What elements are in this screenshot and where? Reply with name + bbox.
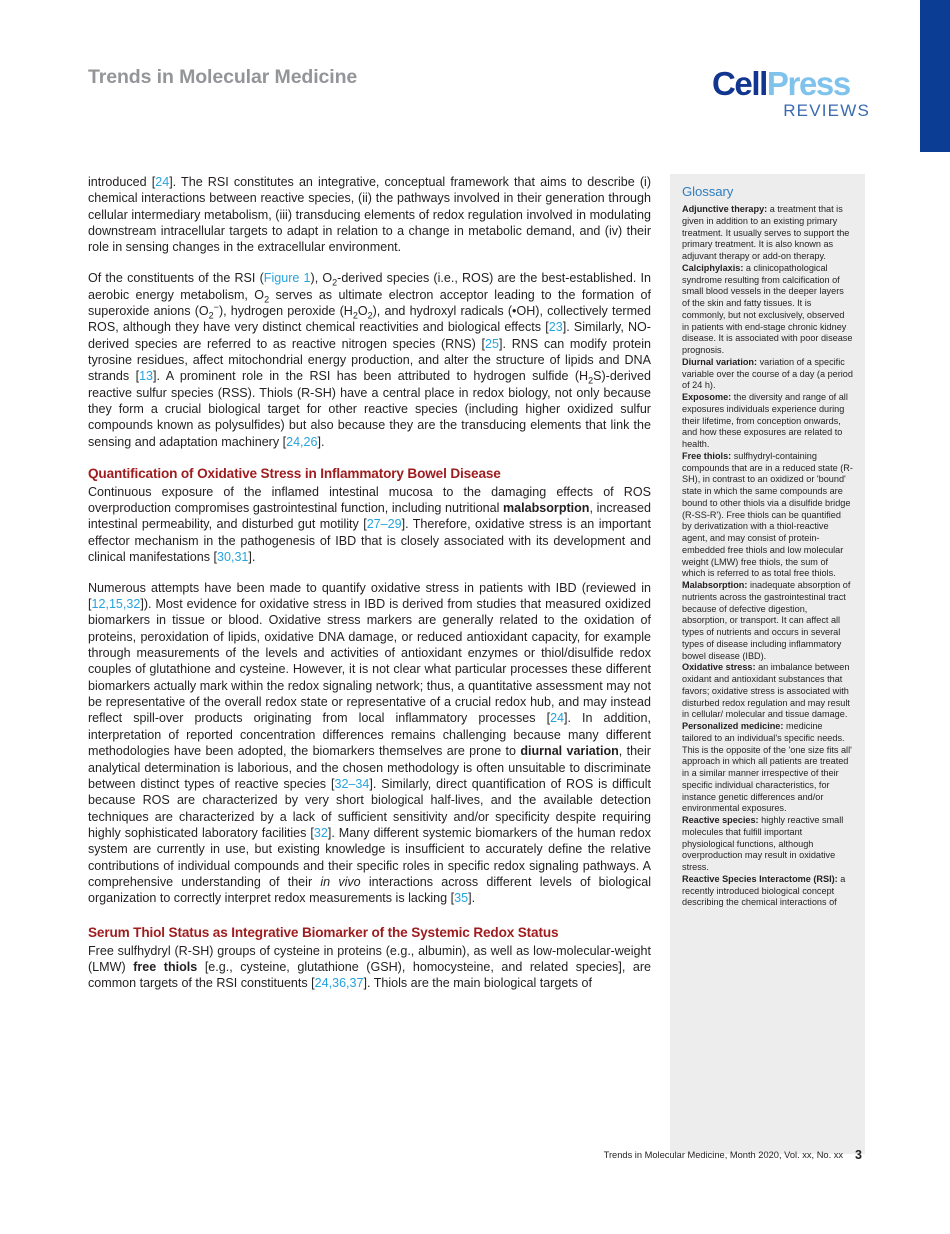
p4-text-6: ]. Many different systemic biomarkers of the human redox system are currently in use, but existing knowledge is insufficient to accurately define the relative contributions of individual compounds and their specific roles in specific redox signaling pathways. A comprehensive understanding of their: [88, 825, 651, 889]
p2-sub-4: 2: [352, 310, 358, 321]
citation-24[interactable]: 24: [155, 175, 170, 189]
glossary-term: Diurnal variation:: [682, 356, 758, 367]
p2-text-4: serves as ultimate electron acceptor leading to the formation of superoxide anions (O: [88, 287, 651, 318]
cell-press-logo: [712, 67, 872, 121]
p4-text-1: Numerous attempts have been made to quantify oxidative stress in patients with IBD (reviewed in [: [88, 580, 651, 612]
p2-sub-5: 2: [367, 310, 373, 321]
p2-sub-3: 2: [208, 310, 214, 321]
citation-24-b[interactable]: 24: [550, 711, 565, 726]
p2-text-10: ]. A prominent role in the RSI has been attributed to hydrogen sulfide (H: [153, 369, 589, 384]
page-header: [0, 0, 950, 160]
logo-cell-text: Cell: [712, 65, 767, 102]
glossary-definition: variation of a specific variable over the course of a day (a period of 24 h).: [682, 356, 853, 391]
citation-30-31[interactable]: 30,31: [217, 549, 249, 564]
glossary-entry-adjunctive-therapy: [682, 204, 853, 263]
glossary-definition: a recently introduced biological concept describing the chemical interactions of: [682, 873, 846, 908]
glossary-term: Reactive species:: [682, 815, 759, 825]
p5-text-2: [e.g., cysteine, glutathione (GSH), homocysteine, and related species], are common targets of the RSI constituents [: [88, 959, 651, 991]
citation-35[interactable]: 35: [454, 891, 469, 906]
p4-text-7: interactions across different levels of biological organization to correctly interpret redox measurements is lacking [: [88, 874, 651, 906]
p2-text-6: O: [357, 303, 368, 318]
p5-text-3: ]. Thiols are the main biological targets of: [363, 976, 593, 991]
glossary-term: Exposome:: [682, 392, 732, 402]
p4-text-2: ]). Most evidence for oxidative stress in IBD is derived from studies that measured oxidized biomarkers in tissue or blood. Oxidative stress markers are generally related to the oxidation of proteins, peroxidation of lipids, oxidative DNA damage, or reduced antioxidant capacity, for example through measurements of the levels and activities of antioxidant enzymes or thiol/disulfide redox couples of glutathione and cysteine. However, it is not clear what particular processes these different biomarkers actually mark within the redox signaling network; thus, a quantitative assessment may not be representative of the overall redox state or representative of a crucial redox hub, and may instead reflect spill-over products originating from local inflammatory processes [: [88, 597, 651, 726]
p2-text-2: ), O: [310, 271, 333, 286]
glossary-term: Calciphylaxis:: [682, 262, 744, 273]
footer-citation-text: Trends in Molecular Medicine, Month 2020, Vol. xx, No. xx: [603, 1150, 844, 1160]
section-heading-quantification: Quantification of Oxidative Stress in Inflammatory Bowel Disease: [88, 465, 501, 481]
citation-32[interactable]: 32: [313, 825, 328, 840]
glossary-entry-malabsorption: [682, 580, 853, 662]
p2-text-3: -derived species (i.e., ROS) are the best-established. In aerobic energy metabolism, O: [88, 271, 652, 302]
section-heading-serum-thiol: Serum Thiol Status as Integrative Biomarker of the Systemic Redox Status: [88, 924, 559, 940]
glossary-entry-diurnal-variation: [682, 357, 853, 392]
glossary-definition: inadequate absorption of nutrients across the gastrointestinal tract because of defective digestion, absorption, or transport. It can affect all types of nutrients and occurs in several types of disease including inflammatory bowel disease (IBD).: [682, 580, 851, 661]
p4-text-5: ]. Similarly, direct quantification of ROS is difficult because ROS are characterized by very short biological half-lives, and the available detection techniques are characterized by a lack of sufficient sensitivity and/or specificity despite requiring highly sophisticated laboratory facilities [: [88, 776, 651, 840]
citation-13[interactable]: 13: [139, 369, 154, 384]
logo-reviews-text: REVIEWS: [783, 101, 870, 120]
italic-in-vivo: in vivo: [320, 874, 361, 889]
cell-press-wordmark: [712, 67, 872, 100]
p2-text-5: ), hydrogen peroxide (H: [218, 303, 353, 318]
citation-23[interactable]: 23: [548, 320, 563, 335]
p4-text-8: ].: [468, 891, 476, 906]
main-text-column: [88, 174, 651, 992]
journal-title: Trends in Molecular Medicine: [88, 66, 358, 88]
glossary-term: Reactive Species Interactome (RSI):: [682, 873, 838, 884]
glossary-entry-reactive-species-interactome: [682, 874, 853, 909]
p2-sub-1: 2: [332, 277, 338, 288]
citation-24-36-37[interactable]: 24,36,37: [314, 976, 364, 991]
citation-12-15-32[interactable]: 12,15,32: [91, 597, 141, 612]
p1-text-2: ]. The RSI constitutes an integrative, conceptual framework that aims to describe (i) chemical interactions between reactive species, (ii) the pathways involved in their generation through cellular intermediary metabolism, (iii) transducing elements of redox regulation involved in modulating downstream intracellular targets to adapt in relation to a change in metabolic demand, and (iv) their role in sensing changes in the extracellular environment.: [88, 175, 651, 255]
glossary-definition: sulfhydryl-containing compounds that are in a reduced state (R-SH), in contrast to an oxidized or 'bound' state in which the same compounds are bound to other thiols via a disulfide bridge (R-SS-R'). Free thiols can be quantified by derivatization with a thiol-reactive agent, and may consist of protein-embedded free thiols and low molecular weight (LMW) free thiols, the sum of which is referred to as total free thiols.: [682, 450, 853, 579]
p2-sup-1: −: [213, 301, 219, 312]
p4-text-3: ]. In addition, interpretation of reported concentration differences remains challenging because many different methodologies have been adopted, the biomarkers themselves are prone to: [88, 711, 651, 759]
glossary-term: Malabsorption:: [682, 580, 748, 590]
citation-27-29[interactable]: 27–29: [366, 517, 402, 532]
footer-inner: [604, 1148, 862, 1162]
glossary-entry-personalized-medicine: [682, 721, 853, 815]
p1-text-1: introduced [: [88, 175, 156, 189]
glossary-definition: a treatment that is given in addition to an existing primary treatment. It usually serves to support the primary treatment. It is also known as adjuvant therapy or add-on therapy.: [682, 204, 850, 261]
glossary-term-free-thiols[interactable]: free thiols: [133, 959, 198, 974]
glossary-entry-reactive-species: [682, 815, 853, 874]
p2-text-8: ]. Similarly, NO-derived species are referred to as reactive nitrogen species (RNS) [: [88, 320, 651, 351]
citation-32-34[interactable]: 32–34: [334, 776, 370, 791]
glossary-entry-free-thiols: [682, 451, 853, 580]
glossary-entry-exposome: [682, 392, 853, 451]
p2-text-11: S)-derived reactive sulfur species (RSS). Thiols (R-SH) have a central place in redox biology, not only because they form a crucial biological target for other reactive species (including higher oxidized sulfur compounds known as polysulfides) but also because they are the transducing elements that link the sensing and adaptation machinery [: [88, 369, 651, 449]
glossary-term: Oxidative stress:: [682, 662, 756, 673]
p3-text-4: ].: [248, 549, 256, 564]
glossary-definition: the diversity and range of all exposures individuals experience during their lifetime, from conception onwards, and how these exposures are related to health.: [682, 392, 848, 449]
glossary-definition: a clinicopathological syndrome resulting from calcification of small blood vessels in the deeper layers of the skin and fatty tissues. It is commonly, but not exclusively, observed in patients with end-stage chronic kidney disease. It is associated with poor disease prognosis.: [682, 262, 853, 355]
p3-text-1: Continuous exposure of the inflamed intestinal mucosa to the damaging effects of ROS overproduction compromises gastrointestinal function, including nutritional: [88, 484, 651, 515]
paragraph-4: [88, 580, 651, 907]
glossary-definition: an imbalance between oxidant and antioxidant substances that favors; oxidative stress is associated with disturbed redox regulation and may result in cellular/ molecular and tissue damage.: [682, 662, 850, 720]
blue-edge-tab: [920, 0, 950, 152]
page-number: 3: [855, 1148, 862, 1162]
p4-text-4: , their analytical determination is laborious, and the chosen methodology is often unsuitable to discriminate between distinct types of reactive species [: [88, 744, 651, 791]
glossary-term-malabsorption[interactable]: malabsorption: [503, 500, 590, 515]
glossary-term: Free thiols:: [682, 450, 732, 461]
p2-text-12: ].: [317, 434, 325, 449]
p2-text-7: ), and hydroxyl radicals (•OH), collectively termed ROS, although they have very distinct chemical reactivities and biological effects [: [88, 303, 652, 335]
paragraph-3: [88, 484, 651, 566]
paragraph-2: [88, 270, 651, 450]
paragraph-1: [88, 174, 651, 256]
glossary-definition: medicine tailored to an individual's specific needs. This is the opposite of the 'one size fits all' approach in which all patients are treated in a similar manner irrespective of their specific individual characteristics, for instance genetic differences and/or environmental exposures.: [682, 721, 852, 814]
glossary-sidebar: [670, 174, 865, 1154]
citation-24-26[interactable]: 24,26: [286, 434, 318, 449]
glossary-term-diurnal-variation[interactable]: diurnal variation: [520, 744, 619, 759]
p2-text-1: Of the constituents of the RSI (: [88, 271, 264, 286]
citation-25[interactable]: 25: [485, 336, 500, 351]
glossary-term: Adjunctive therapy:: [682, 204, 768, 214]
glossary-title: Glossary: [682, 184, 734, 199]
glossary-definition: highly reactive small molecules that fulfill important physiological functions, although overproduction may result in oxidative stress.: [682, 815, 844, 872]
p2-text-9: ]. RNS can modify protein tyrosine residues, affect mitochondrial energy production, and alter the structure of lipids and DNA strands [: [88, 336, 651, 384]
paragraph-5: [88, 943, 651, 992]
p3-text-3: ]. Therefore, oxidative stress is an important effector mechanism in the pathogenesis of IBD that is closely associated with its development and clinical manifestations [: [88, 517, 651, 564]
glossary-entry-oxidative-stress: [682, 662, 853, 721]
page-footer: [0, 1148, 950, 1178]
glossary-term: Personalized medicine:: [682, 721, 784, 731]
logo-press-text: Press: [766, 65, 850, 102]
p5-text-1: Free sulfhydryl (R-SH) groups of cysteine in proteins (e.g., albumin), as well as low-molecular-weight (LMW): [88, 943, 651, 974]
p2-sub-6: 2: [588, 375, 594, 386]
p2-sub-2: 2: [264, 294, 270, 305]
glossary-entry-calciphylaxis: [682, 263, 853, 357]
p3-text-2: , increased intestinal permeability, and disturbed gut motility [: [88, 500, 651, 532]
figure-1-link[interactable]: Figure 1: [263, 271, 311, 286]
